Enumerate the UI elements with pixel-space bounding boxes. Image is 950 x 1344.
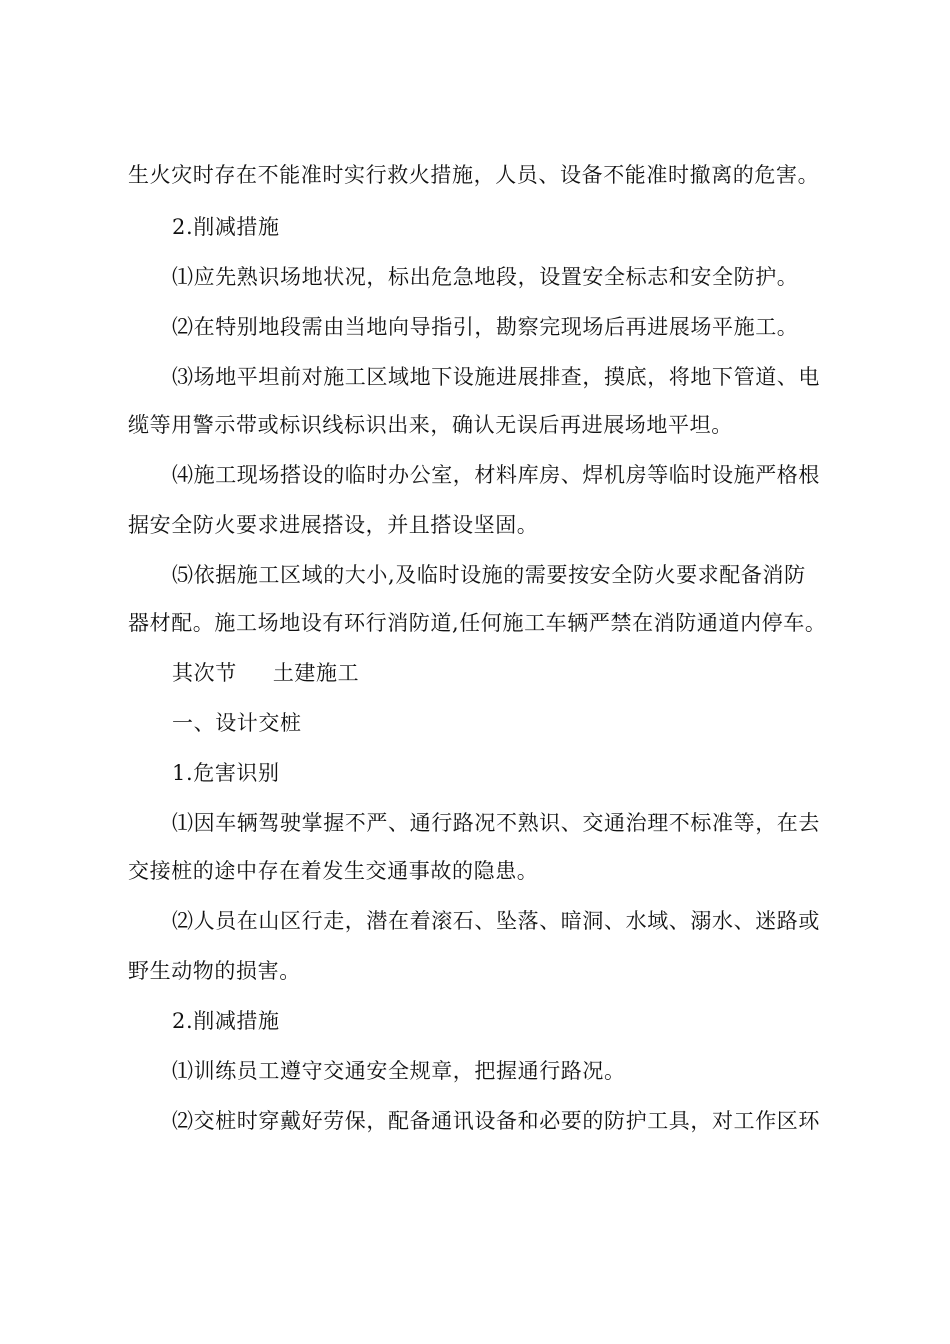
list-item: ⑵交桩时穿戴好劳保，配备通讯设备和必要的防护工具，对工作区环 [172, 1109, 820, 1133]
subheading-design-stake-handover: 一、设计交桩 [172, 711, 302, 735]
list-item-continuation: 据安全防火要求进展搭设，并且搭设坚固。 [128, 513, 539, 537]
section-number: 其次节 [172, 661, 237, 685]
list-item: ⑷施工现场搭设的临时办公室，材料库房、焊机房等临时设施严格根 [172, 463, 820, 487]
subheading-reduction-measures: 2.削减措施 [172, 215, 280, 239]
section-heading [172, 658, 892, 688]
list-item-continuation: 缆等用警示带或标识线标识出来，确认无误后再进展场地平坦。 [128, 413, 733, 437]
list-item-continuation: 交接桩的途中存在着发生交通事故的隐患。 [128, 859, 539, 883]
list-item: ⑵在特别地段需由当地向导指引，勘察完现场后再进展场平施工。 [172, 315, 799, 339]
list-item: ⑴应先熟识场地状况，标出危急地段，设置安全标志和安全防护。 [172, 265, 799, 289]
list-item-continuation: 野生动物的损害。 [128, 959, 301, 983]
paragraph-line: 生火灾时存在不能准时实行救火措施，人员、设备不能准时撤离的危害。 [128, 163, 820, 187]
subheading-reduction-measures: 2.削减措施 [172, 1009, 280, 1033]
list-item: ⑴训练员工遵守交通安全规章，把握通行路况。 [172, 1059, 626, 1083]
list-item: ⑶场地平坦前对施工区域地下设施进展排查，摸底，将地下管道、电 [172, 365, 820, 389]
section-title: 土建施工 [272, 661, 360, 685]
list-item-continuation: 器材配。施工场地设有环行消防道,任何施工车辆严禁在消防通道内停车。 [128, 611, 827, 635]
list-item: ⑸依据施工区域的大小,及临时设施的需要按安全防火要求配备消防 [172, 563, 806, 587]
subheading-hazard-identification: 1.危害识别 [172, 761, 280, 785]
list-item: ⑴因车辆驾驶掌握不严、通行路况不熟识、交通治理不标准等，在去 [172, 811, 820, 835]
list-item: ⑵人员在山区行走，潜在着滚石、坠落、暗洞、水域、溺水、迷路或 [172, 909, 820, 933]
